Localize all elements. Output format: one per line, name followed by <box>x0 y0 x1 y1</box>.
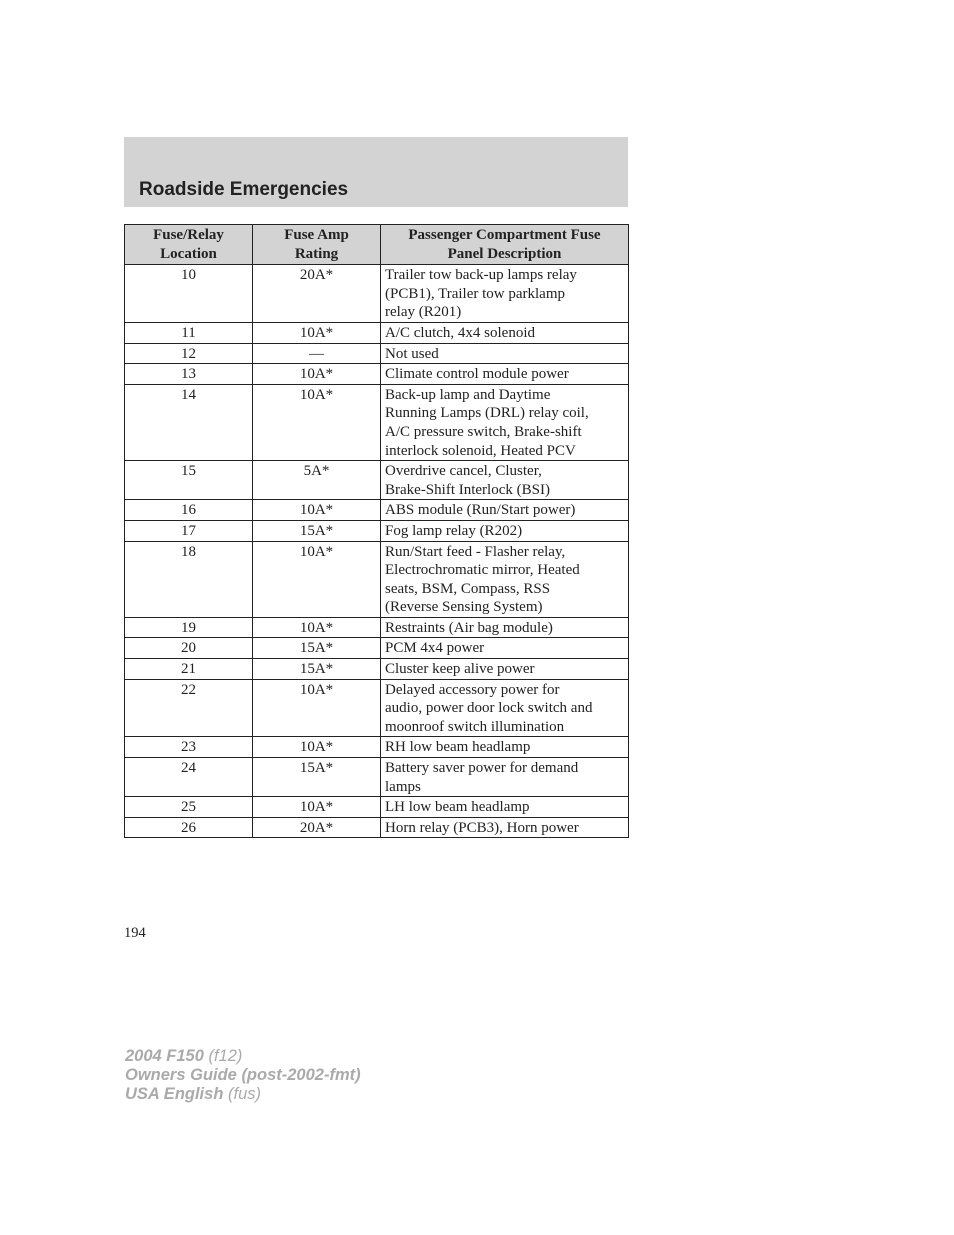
column-header-line: Panel Description <box>447 245 562 262</box>
column-header <box>125 225 253 265</box>
fuse-rating: 15A* <box>253 638 381 659</box>
table-row <box>125 384 629 460</box>
fuse-table <box>124 224 629 838</box>
fuse-table-body <box>125 265 629 838</box>
description-line: (Reverse Sensing System) <box>385 599 543 616</box>
fuse-rating: 10A* <box>253 679 381 737</box>
fuse-location: 15 <box>125 461 253 500</box>
footer-language-code: (fus) <box>228 1085 261 1103</box>
description-line: Restraints (Air bag module) <box>385 619 553 636</box>
fuse-description <box>381 659 629 680</box>
fuse-description <box>381 500 629 521</box>
table-row <box>125 520 629 541</box>
table-row <box>125 679 629 737</box>
fuse-rating: 10A* <box>253 797 381 818</box>
table-row <box>125 659 629 680</box>
fuse-description <box>381 265 629 323</box>
fuse-description <box>381 617 629 638</box>
table-row <box>125 797 629 818</box>
description-line: Trailer tow back-up lamps relay <box>385 267 577 284</box>
fuse-description <box>381 541 629 617</box>
fuse-location: 13 <box>125 364 253 385</box>
description-line: Overdrive cancel, Cluster, <box>385 463 542 480</box>
document-footer <box>125 1047 361 1104</box>
header-row <box>125 225 629 265</box>
table-row <box>125 541 629 617</box>
fuse-table-header <box>125 225 629 265</box>
column-header-line: Passenger Compartment Fuse <box>408 227 601 243</box>
fuse-rating: 10A* <box>253 541 381 617</box>
fuse-description <box>381 384 629 460</box>
table-row <box>125 817 629 838</box>
fuse-location: 12 <box>125 343 253 364</box>
column-header-line: Rating <box>294 245 339 262</box>
fuse-location: 18 <box>125 541 253 617</box>
fuse-rating: 10A* <box>253 384 381 460</box>
description-line: A/C clutch, 4x4 solenoid <box>385 324 535 341</box>
fuse-description <box>381 758 629 797</box>
description-line: A/C pressure switch, Brake-shift <box>385 423 582 440</box>
table-row <box>125 364 629 385</box>
fuse-location: 26 <box>125 817 253 838</box>
description-line: Not used <box>385 345 439 362</box>
section-title: Roadside Emergencies <box>139 179 349 200</box>
table-row <box>125 265 629 323</box>
page-number: 194 <box>124 925 146 941</box>
table-row <box>125 461 629 500</box>
fuse-description <box>381 364 629 385</box>
fuse-rating: 15A* <box>253 520 381 541</box>
table-row <box>125 343 629 364</box>
description-line: Delayed accessory power for <box>385 681 560 698</box>
footer-guide: Owners Guide (post-2002-fmt) <box>125 1066 361 1084</box>
description-line: Climate control module power <box>385 366 569 383</box>
fuse-location: 17 <box>125 520 253 541</box>
fuse-location: 16 <box>125 500 253 521</box>
table-row <box>125 638 629 659</box>
table-row <box>125 617 629 638</box>
fuse-rating: 15A* <box>253 659 381 680</box>
footer-line-guide <box>125 1066 361 1085</box>
fuse-location: 19 <box>125 617 253 638</box>
fuse-description <box>381 737 629 758</box>
fuse-location: 11 <box>125 322 253 343</box>
table-row <box>125 322 629 343</box>
fuse-rating: 20A* <box>253 265 381 323</box>
description-line: Brake-Shift Interlock (BSI) <box>385 481 550 498</box>
description-line: audio, power door lock switch and <box>385 700 593 717</box>
fuse-description <box>381 322 629 343</box>
description-line: Running Lamps (DRL) relay coil, <box>385 405 589 422</box>
description-line: Fog lamp relay (R202) <box>385 522 523 539</box>
fuse-location: 25 <box>125 797 253 818</box>
fuse-rating: 20A* <box>253 817 381 838</box>
fuse-description <box>381 679 629 737</box>
fuse-location: 24 <box>125 758 253 797</box>
description-line: moonroof switch illumination <box>385 718 565 735</box>
description-line: Back-up lamp and Daytime <box>385 386 551 403</box>
column-header-line: Fuse/Relay <box>153 227 224 243</box>
description-line: ABS module (Run/Start power) <box>385 502 576 519</box>
table-row <box>125 500 629 521</box>
column-header-line: Fuse Amp <box>284 227 349 243</box>
fuse-location: 22 <box>125 679 253 737</box>
footer-model-code: (f12) <box>208 1047 243 1065</box>
fuse-rating: 10A* <box>253 500 381 521</box>
table-row <box>125 737 629 758</box>
fuse-location: 21 <box>125 659 253 680</box>
fuse-rating: 10A* <box>253 737 381 758</box>
footer-line-model <box>125 1047 361 1066</box>
description-line: Cluster keep alive power <box>385 661 535 678</box>
fuse-rating: 5A* <box>253 461 381 500</box>
column-header-line: Location <box>160 245 217 262</box>
description-line: Battery saver power for demand <box>385 760 579 777</box>
description-line: LH low beam headlamp <box>385 799 530 816</box>
fuse-location: 14 <box>125 384 253 460</box>
footer-language: USA English <box>125 1085 224 1103</box>
table-row <box>125 758 629 797</box>
fuse-rating: 10A* <box>253 322 381 343</box>
description-line: relay (R201) <box>385 304 462 321</box>
column-header <box>381 225 629 265</box>
fuse-location: 10 <box>125 265 253 323</box>
fuse-rating: 15A* <box>253 758 381 797</box>
fuse-rating: 10A* <box>253 364 381 385</box>
fuse-rating: — <box>253 343 381 364</box>
fuse-description <box>381 817 629 838</box>
description-line: PCM 4x4 power <box>385 640 485 657</box>
fuse-description <box>381 461 629 500</box>
column-header <box>253 225 381 265</box>
description-line: Run/Start feed - Flasher relay, <box>385 543 566 560</box>
description-line: interlock solenoid, Heated PCV <box>385 442 576 459</box>
section-header-band <box>124 137 628 207</box>
fuse-location: 23 <box>125 737 253 758</box>
fuse-location: 20 <box>125 638 253 659</box>
fuse-description <box>381 520 629 541</box>
description-line: lamps <box>385 778 421 795</box>
fuse-rating: 10A* <box>253 617 381 638</box>
description-line: Horn relay (PCB3), Horn power <box>385 819 579 836</box>
fuse-description <box>381 638 629 659</box>
description-line: (PCB1), Trailer tow parklamp <box>385 285 565 302</box>
description-line: Electrochromatic mirror, Heated <box>385 562 580 579</box>
fuse-description <box>381 343 629 364</box>
footer-line-language <box>125 1085 361 1104</box>
footer-model: 2004 F150 <box>125 1047 204 1065</box>
fuse-description <box>381 797 629 818</box>
description-line: RH low beam headlamp <box>385 739 531 756</box>
description-line: seats, BSM, Compass, RSS <box>385 580 551 597</box>
